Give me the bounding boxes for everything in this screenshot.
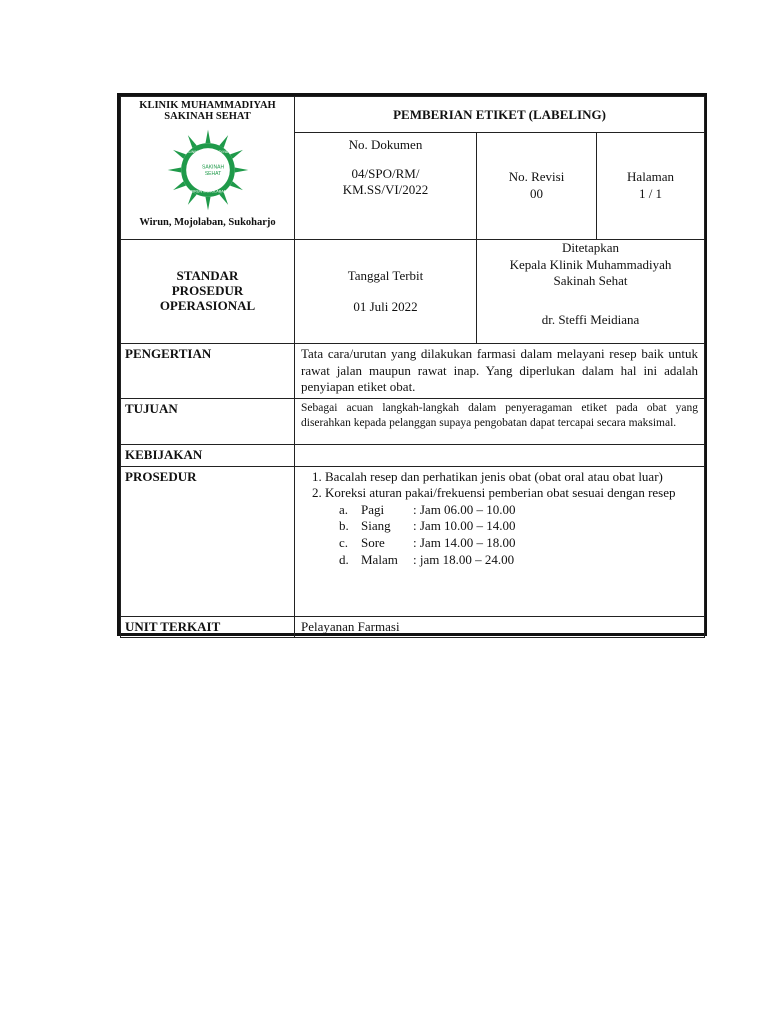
clinic-name: KLINIK MUHAMMADIYAH SAKINAH SEHAT <box>139 100 276 123</box>
halaman-label: Halaman <box>627 169 674 185</box>
tanggal-terbit-value: 01 Juli 2022 <box>353 298 418 314</box>
prosedur-step: 2. Koreksi aturan pakai/frekuensi pemberian obat sesuai dengan resep <box>325 485 698 502</box>
no-revisi-cell <box>477 133 597 240</box>
no-revisi-value: 00 <box>530 186 543 201</box>
time-schedule-item: c. Sore : Jam 14.00 – 18.00 <box>339 535 516 550</box>
no-revisi-label: No. Revisi <box>508 169 565 185</box>
svg-text:WIRUN MOJOLABAN: WIRUN MOJOLABAN <box>188 189 227 194</box>
document-title: PEMBERIAN ETIKET (LABELING) <box>295 97 705 133</box>
time-schedule-list <box>301 502 698 569</box>
svg-text:SEHAT: SEHAT <box>204 171 221 178</box>
clinic-address: Wirun, Mojolaban, Sukoharjo <box>139 217 276 229</box>
prosedur-content <box>295 466 705 616</box>
time-schedule-item: a. Pagi : Jam 06.00 – 10.00 <box>339 501 516 517</box>
svg-text:SAKINAH: SAKINAH <box>201 164 224 171</box>
tanggal-terbit-label: Tanggal Terbit <box>347 267 424 283</box>
halaman-cell <box>597 133 705 240</box>
ditetapkan-cell <box>477 240 705 344</box>
tanggal-terbit-cell <box>295 240 477 344</box>
kepala-klinik-line2: Sakinah Sehat <box>553 273 628 289</box>
signer-name: dr. Steffi Meidiana <box>541 311 640 327</box>
clinic-identity-cell <box>121 97 295 240</box>
kepala-klinik-line1: Kepala Klinik Muhammadiyah <box>509 256 672 272</box>
unit-terkait-text: Pelayanan Farmasi <box>295 616 705 638</box>
unit-terkait-label: UNIT TERKAIT <box>121 616 295 638</box>
kebijakan-text <box>295 444 705 466</box>
prosedur-label: PROSEDUR <box>121 466 295 616</box>
kebijakan-label: KEBIJAKAN <box>121 444 295 466</box>
tujuan-text: Sebagai acuan langkah-langkah dalam penyeragaman etiket pada obat yang diserahkan kepada pelanggan supaya pengobatan dapat tercapai secara maksimal. <box>295 398 705 444</box>
pengertian-label: PENGERTIAN <box>121 344 295 399</box>
tujuan-label: TUJUAN <box>121 398 295 444</box>
no-dokumen-value-1: 04/SPO/RM/ <box>351 165 420 181</box>
svg-text:KLINIK MUHAMMADIYAH: KLINIK MUHAMMADIYAH <box>185 150 230 155</box>
no-dokumen-label: No. Dokumen <box>348 137 423 152</box>
prosedur-step: 1. Bacalah resep dan perhatikan jenis obat (obat oral atau obat luar) <box>325 469 698 486</box>
time-schedule-item: b. Siang : Jam 10.00 – 14.00 <box>339 518 516 534</box>
time-schedule-item: d. Malam : jam 18.00 – 24.00 <box>339 551 515 567</box>
no-dokumen-value-2: KM.SS/VI/2022 <box>342 182 429 198</box>
prosedur-steps <box>301 469 698 502</box>
muhammadiyah-sun-logo-icon <box>166 128 250 212</box>
sop-heading: STANDAR PROSEDUR OPERASIONAL <box>121 240 295 344</box>
pengertian-text: Tata cara/urutan yang dilakukan farmasi dalam melayani resep baik untuk rawat jalan maupun rawat inap. Yang diperlukan dalam hal ini adalah penyiapan etiket obat. <box>295 344 705 399</box>
ditetapkan-label: Ditetapkan <box>561 240 620 255</box>
sop-table <box>120 96 705 638</box>
no-dokumen-cell <box>295 133 477 240</box>
halaman-value: 1 / 1 <box>638 186 663 201</box>
sop-document <box>117 93 707 636</box>
